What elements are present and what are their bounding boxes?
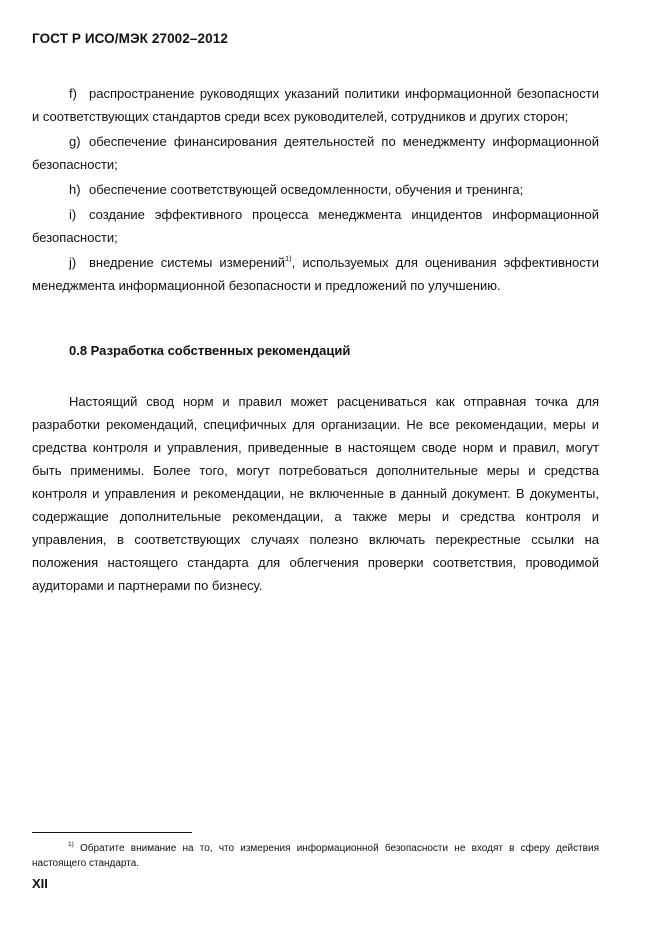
list-item-h	[32, 178, 599, 201]
document-header: ГОСТ Р ИСО/МЭК 27002–2012	[32, 31, 228, 46]
list-letter: i)	[69, 207, 77, 222]
list-item-text: внедрение системы измерений	[89, 255, 285, 270]
footnote-mark: 1)	[68, 841, 74, 848]
list-of-items	[32, 82, 599, 299]
list-item-text-continued: , используемых для оценивания эффективности менеджмента информационной безопасности и предложений по улучшению.	[32, 255, 600, 293]
list-letter: j)	[69, 255, 77, 270]
footnote-divider	[32, 832, 192, 833]
section-paragraph: Настоящий свод норм и правил может расцениваться как отправная точка для разработки рекомендаций, специфичных для организации. Не все рекомендации, меры и средства контроля и управления, приведенные в настоящем своде норм и правил, могут быть применимы. Более того, могут потребоваться дополнительные меры и средства контроля и управления и рекомендации, не включенные в данный документ. В документы, содержащие дополнительные рекомендации, а также меры и средства контроля и управления, в соответствующих случаях полезно включать перекрестные ссылки на положения настоящего стандарта для облегчения проверки соответствия, проводимой аудиторами и партнерами по бизнесу.	[32, 394, 599, 593]
list-item-i	[32, 203, 599, 249]
list-item-text: распространение руководящих указаний политики информационной безопасности и соответствующих стандартов среди всех руководителей, сотрудников и других сторон;	[32, 86, 599, 124]
list-item-f	[32, 82, 599, 128]
list-item-j	[32, 251, 599, 297]
list-item-text: обеспечение финансирования деятельностей по менеджменту информационной безопасности;	[32, 134, 599, 172]
footnote-text: Обратите внимание на то, что измерения информационной безопасности не входят в сферу действия настоящего стандарта.	[32, 843, 599, 869]
page-number: XII	[32, 876, 48, 891]
list-item-text: обеспечение соответствующей осведомленности, обучения и тренинга;	[89, 182, 524, 197]
list-letter: h)	[69, 182, 81, 197]
list-letter: f)	[69, 86, 77, 101]
list-letter: g)	[69, 134, 81, 149]
footnote-reference[interactable]: 1)	[285, 254, 292, 263]
list-item-g	[32, 130, 599, 176]
list-item-text: создание эффективного процесса менеджмента инцидентов информационной безопасности;	[32, 207, 599, 245]
footnote	[32, 841, 599, 871]
section-heading: 0.8 Разработка собственных рекомендаций	[69, 343, 351, 358]
